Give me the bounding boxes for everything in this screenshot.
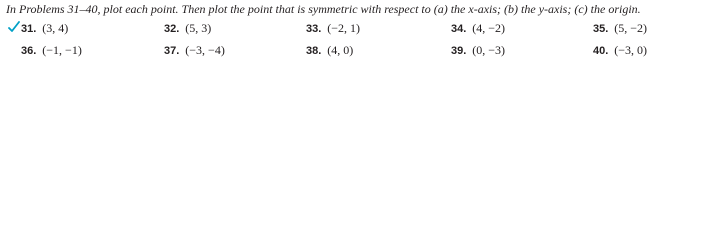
check-mark-icon	[8, 21, 20, 33]
problem-40	[593, 43, 647, 58]
problem-point: (−2, 1)	[327, 21, 361, 35]
problem-point: (4, 0)	[327, 43, 354, 57]
problem-point: (5, 3)	[185, 21, 212, 35]
problem-38	[306, 43, 353, 58]
problem-36	[21, 43, 82, 58]
problem-point: (−3, −4)	[185, 43, 225, 57]
problem-point: (−1, −1)	[42, 43, 82, 57]
problem-number: 35.	[593, 23, 609, 35]
problem-number: 32.	[164, 23, 180, 35]
problem-32	[164, 21, 211, 36]
problem-point: (4, −2)	[472, 21, 506, 35]
problem-number: 39.	[451, 45, 467, 57]
problem-point: (0, −3)	[472, 43, 506, 57]
problem-point: (5, −2)	[614, 21, 648, 35]
problem-point: (−3, 0)	[614, 43, 648, 57]
problem-instructions: In Problems 31–40, plot each point. Then plot the point that is symmetric with respect to (a) the x-axis; (b) the y-axis; (c) the origin.	[6, 2, 641, 16]
problem-39	[451, 43, 505, 58]
problem-37	[164, 43, 225, 58]
problem-number: 36.	[21, 45, 37, 57]
problem-35	[593, 21, 647, 36]
problem-number: 40.	[593, 45, 609, 57]
problem-number: 38.	[306, 45, 322, 57]
problem-33	[306, 21, 360, 36]
problem-number: 37.	[164, 45, 180, 57]
problem-number: 34.	[451, 23, 467, 35]
problem-31	[21, 21, 68, 36]
problem-point: (3, 4)	[42, 21, 69, 35]
problem-34	[451, 21, 505, 36]
problem-number: 33.	[306, 23, 322, 35]
problem-number: 31.	[21, 23, 37, 35]
